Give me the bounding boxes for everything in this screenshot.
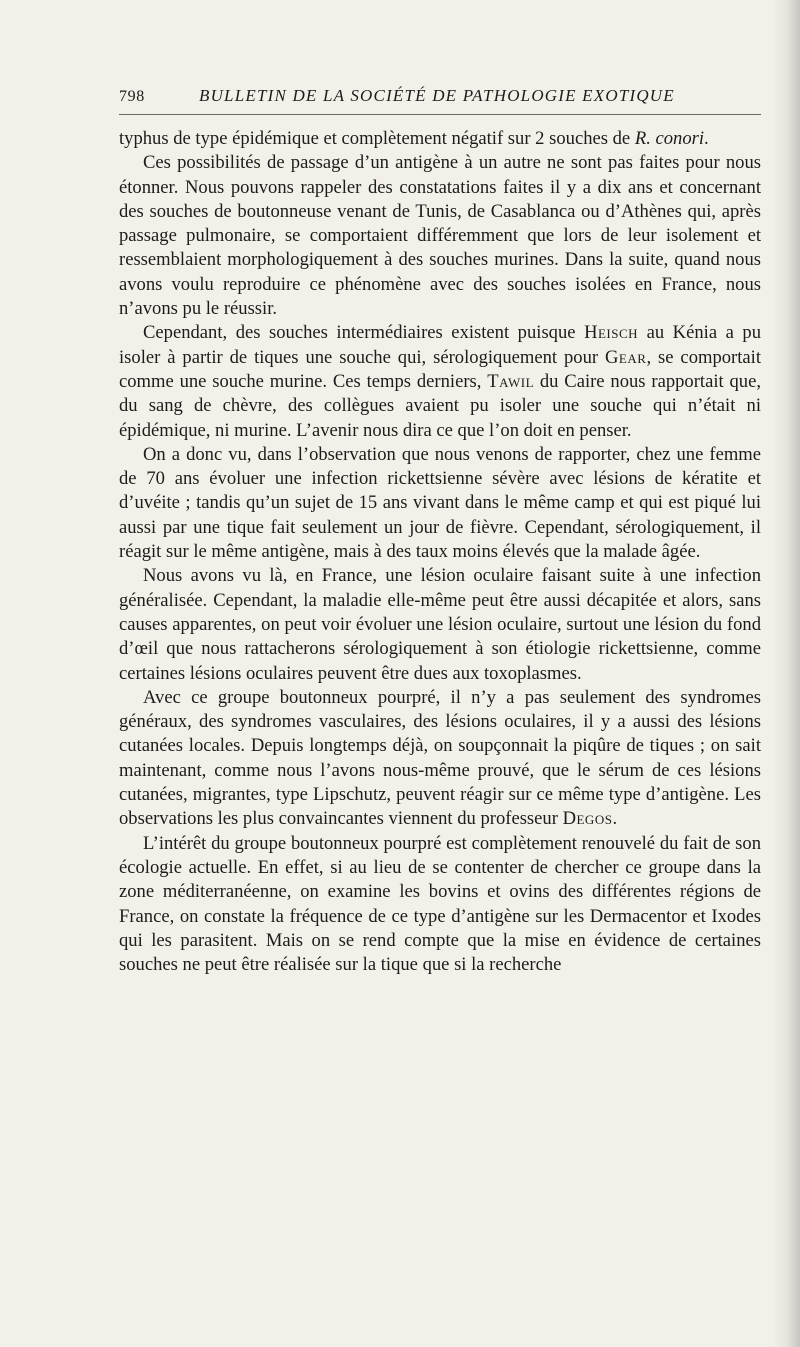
- paragraph: [119, 686, 761, 832]
- running-title: BULLETIN DE LA SOCIÉTÉ DE PATHOLOGIE EXOTIQUE: [199, 86, 675, 105]
- page-edge-shadow: [772, 0, 800, 1347]
- article-body: [119, 127, 761, 977]
- paragraph-text: .: [612, 808, 618, 830]
- paragraph: [119, 832, 761, 978]
- author-name: Gear: [605, 346, 647, 368]
- paragraph: [119, 151, 761, 321]
- paragraph-text: On a donc vu, dans l’observation que nous venons de rapporter, chez une femme de 70 ans évoluer une infection rickettsienne sévère avec lésions de kératite et d’uvéite ; tandis qu’un sujet de 15 ans vivant dans le même camp et qui est piqué lui aussi par une tique fait seulement un jour de fièvre. Cependant, sérologiquement, il réagit sur le même antigène, mais à des taux moins élevés que la malade âgée.: [119, 443, 761, 563]
- paragraph-text: typhus de type épidémique et complètement négatif sur 2 souches de: [119, 128, 635, 149]
- paragraph: [119, 127, 761, 151]
- author-name: Tawil: [487, 370, 535, 392]
- paragraph-text: Avec ce groupe boutonneux pourpré, il n’y a pas seulement des syndromes généraux, des syndromes vasculaires, des lésions oculaires, il y a aussi des lésions cutanées locales. Depuis longtemps déjà, on soupçonnait la piqûre de tiques ; on sait maintenant, comme nous l’avons nous-même prouvé, que le sérum de ces lésions cutanées, migrantes, type Lipschutz, peuvent réagir sur ce même type d’antigène. Les observations les plus convaincantes viennent du professeur: [119, 686, 761, 830]
- paragraph-text: .: [704, 128, 709, 149]
- paragraph: [119, 564, 761, 685]
- paragraph: [119, 321, 761, 442]
- paragraph-text: Ces possibilités de passage d’un antigène à un autre ne sont pas faites pour nous étonner. Nous pouvons rappeler des constatations faites il y a dix ans et concernant des souches de boutonneuse venant de Tunis, de Casablanca ou d’Athènes qui, après passage pulmonaire, se comportaient différemment que lors de leur isolement et ressemblaient morphologiquement à des souches murines. Dans la suite, quand nous avons voulu reproduire ce phénomène avec des souches isolées en France, nous n’avons pu le réussir.: [119, 152, 761, 320]
- paragraph: [119, 443, 761, 564]
- paragraph-text: du Caire nous rapportait que, du sang de chèvre, des collègues avaient pu isoler une souche qui n’était ni épidémique, ni murine. L’avenir nous dira ce que l’on doit en penser.: [119, 370, 761, 441]
- author-name: Heisch: [584, 322, 639, 344]
- paragraph-text: , se comportait comme une souche murine. Ces temps derniers,: [119, 346, 761, 392]
- author-name: Degos: [562, 808, 613, 830]
- species-name: R. conori: [634, 128, 705, 149]
- header-rule: [119, 114, 761, 115]
- page-number: 798: [119, 88, 145, 105]
- paragraph-text: L’intérêt du groupe boutonneux pourpré est complètement renouvelé du fait de son écologie actuelle. En effet, si au lieu de se contenter de chercher ce groupe dans la zone méditerranéenne, on examine les bovins et ovins des différentes régions de France, on constate la fréquence de ce type d’antigène sur les Dermacentor et Ixodes qui les parasitent. Mais on se rend compte que la mise en évidence de certaines souches ne peut être réalisée sur la tique que si la recherche: [119, 832, 761, 976]
- page-header: [119, 86, 759, 112]
- paragraph-text: au Kénia a pu isoler à partir de tiques une souche qui, sérologiquement pour: [119, 322, 761, 368]
- paragraph-text: Nous avons vu là, en France, une lésion oculaire faisant suite à une infection généralisée. Cependant, la maladie elle-même peut être aussi décapitée et alors, sans causes apparentes, on peut voir évoluer une lésion oculaire, surtout une lésion du fond d’œil que nous rattacherons sérologiquement à son étiologie rickettsienne, comme certaines lésions oculaires peuvent être dues aux toxoplasmes.: [119, 565, 761, 684]
- paragraph-text: Cependant, des souches intermédiaires existent puisque: [143, 322, 585, 344]
